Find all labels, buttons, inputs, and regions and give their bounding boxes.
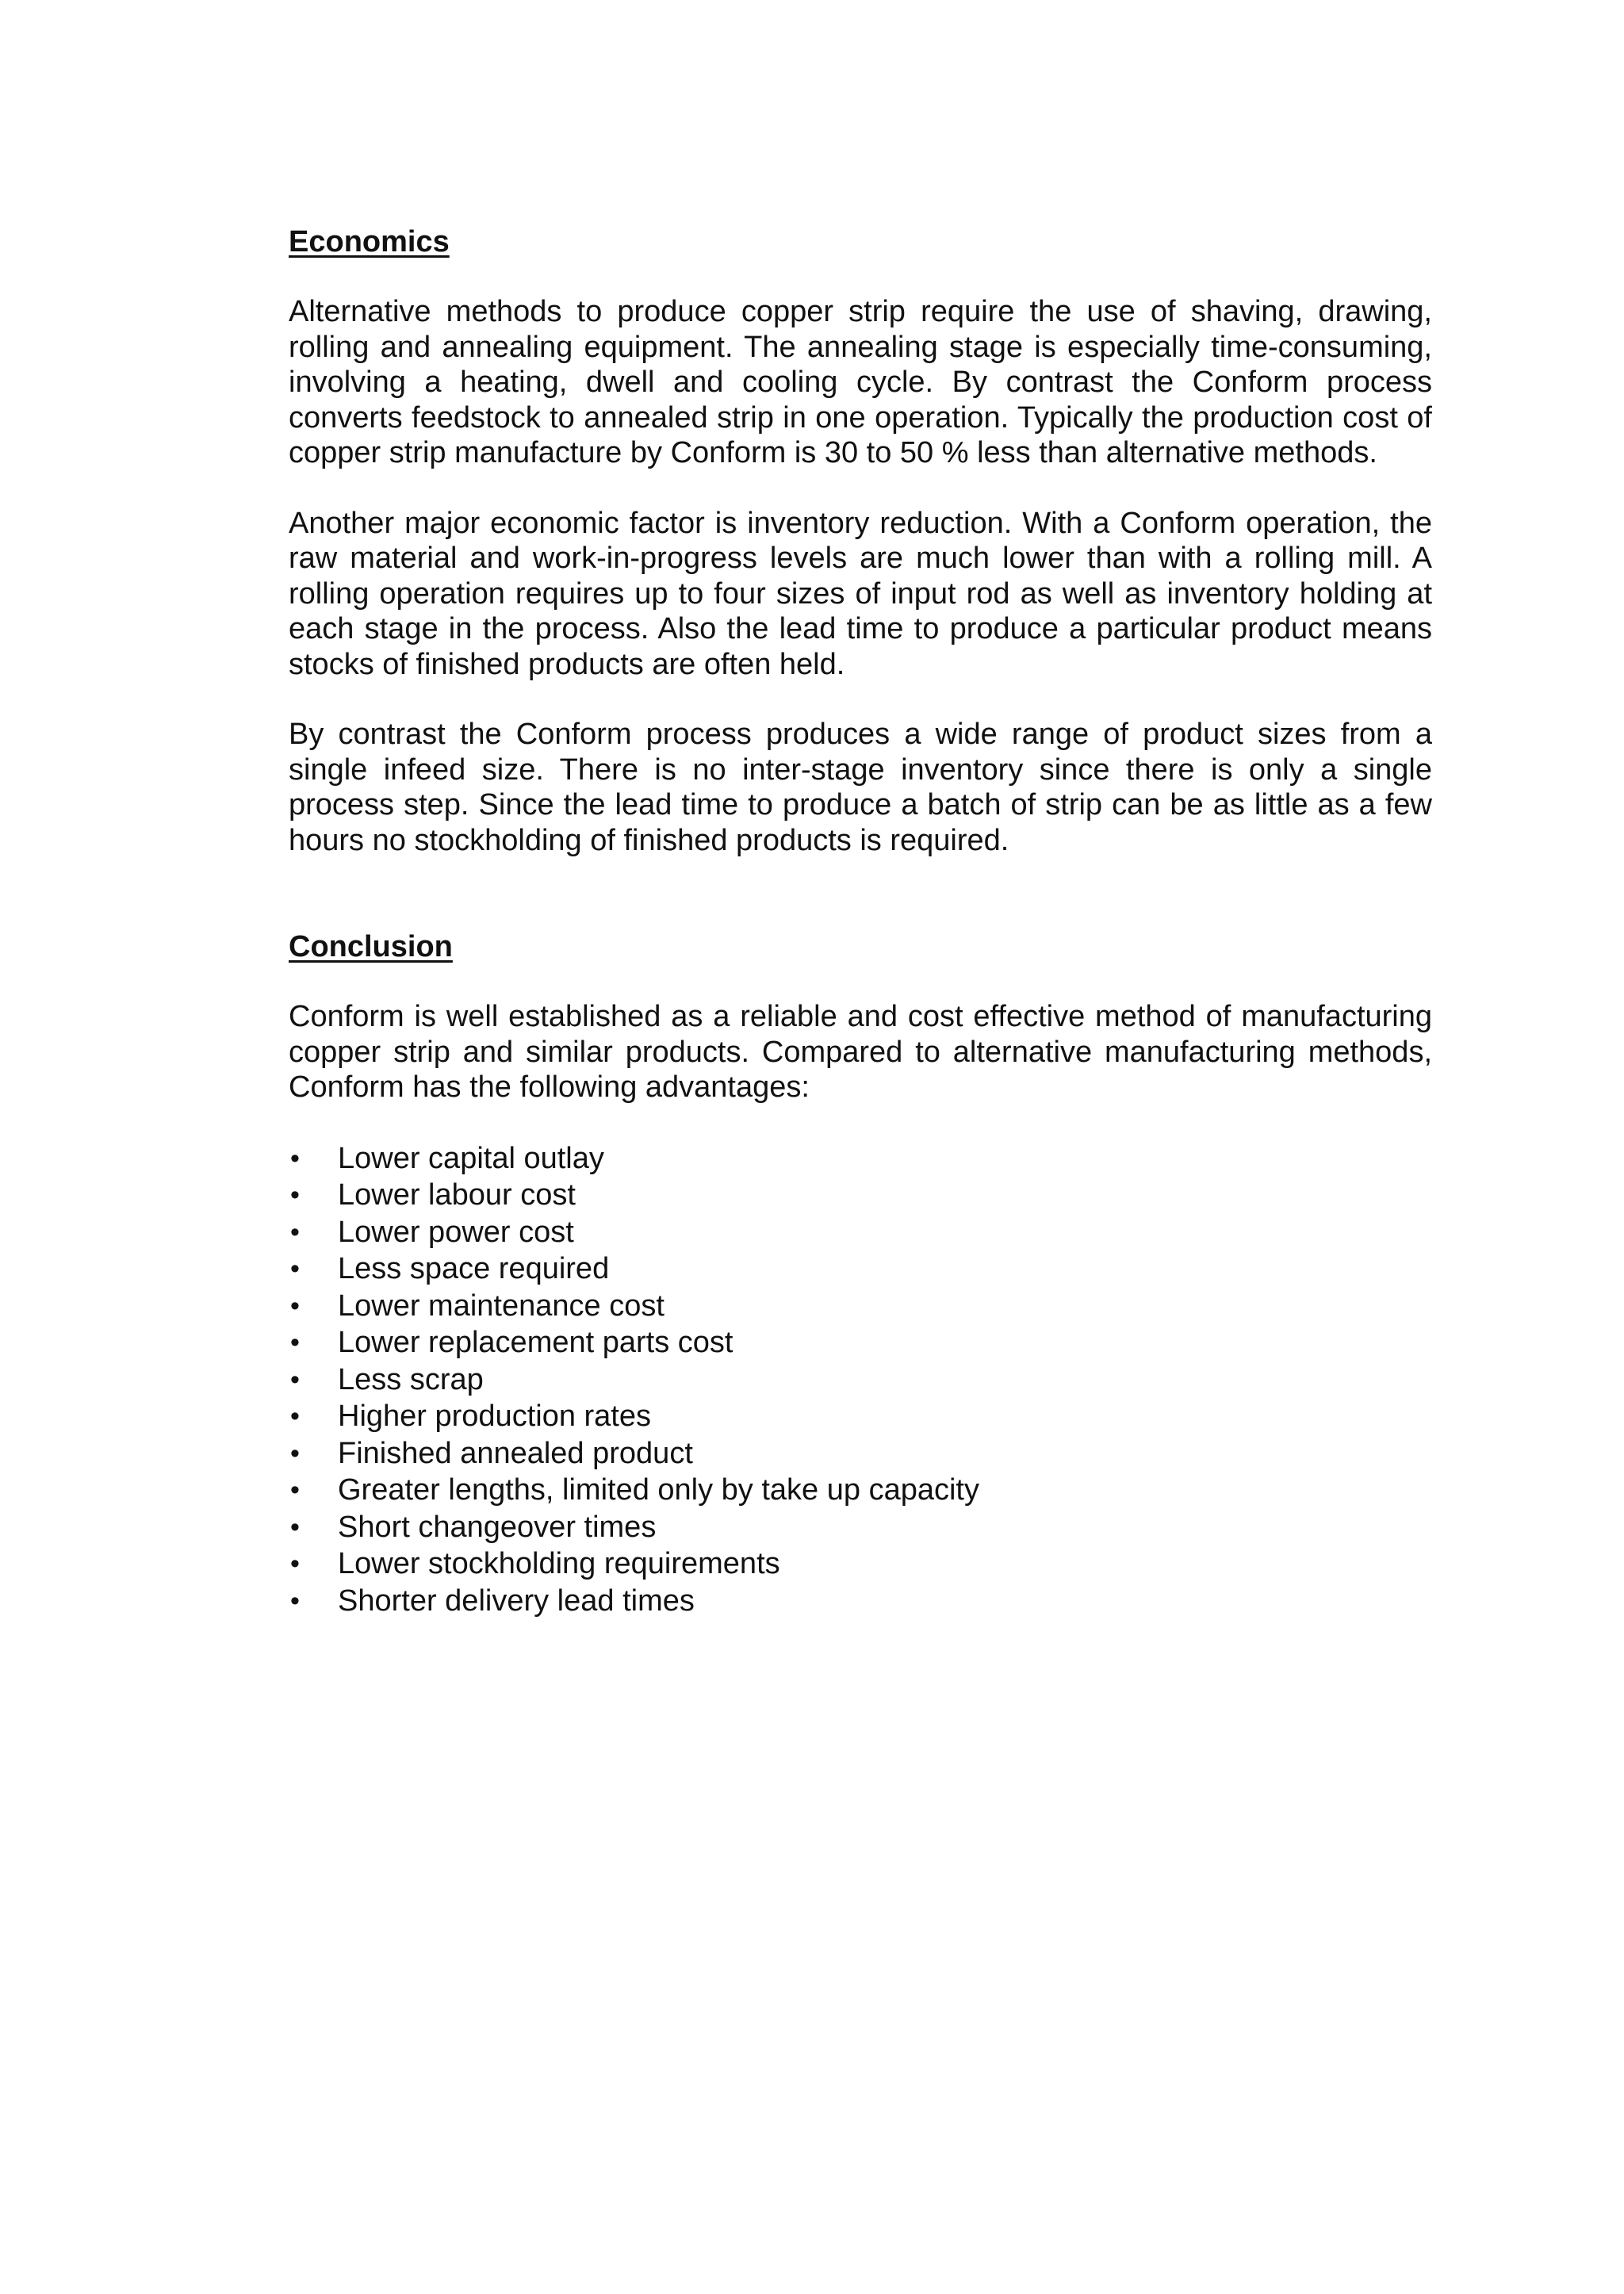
- spacer: [289, 1105, 1432, 1140]
- economics-paragraph-3: By contrast the Conform process produces a wide range of product sizes from a single infeed size. There is no inter-stage inventory since there is only a single process step. Since the lead time to produce a batch of strip can be as little as a few hours no stockholding of finished products is required.: [289, 718, 1432, 857]
- bullet-icon: •: [290, 1290, 300, 1321]
- advantage-text: Shorter delivery lead times: [338, 1584, 695, 1618]
- bullet-icon: •: [290, 1254, 300, 1284]
- advantage-text: Lower power cost: [338, 1215, 574, 1249]
- advantages-list: [289, 1140, 1432, 1620]
- bullet-icon: •: [290, 1549, 300, 1579]
- conclusion-heading: Conclusion: [289, 930, 453, 963]
- bullet-icon: •: [290, 1475, 300, 1505]
- advantage-text: Lower stockholding requirements: [338, 1547, 780, 1580]
- advantage-text: Less space required: [338, 1252, 610, 1285]
- bullet-icon: •: [290, 1180, 300, 1210]
- advantage-list-item: [289, 1250, 1432, 1288]
- advantage-text: Lower maintenance cost: [338, 1289, 665, 1323]
- bullet-icon: •: [290, 1143, 300, 1174]
- advantage-list-item: [289, 1398, 1432, 1435]
- advantage-list-item: [289, 1509, 1432, 1546]
- advantage-text: Short changeover times: [338, 1510, 657, 1544]
- bullet-icon: •: [290, 1327, 300, 1358]
- advantage-text: Finished annealed product: [338, 1436, 693, 1470]
- bullet-icon: •: [290, 1585, 300, 1616]
- spacer: [289, 682, 1432, 717]
- advantage-list-item: [289, 1177, 1432, 1214]
- advantage-list-item: [289, 1324, 1432, 1361]
- conclusion-intro: Conform is well established as a reliable and cost effective method of manufacturing copper strip and similar products. Compared to alternative manufacturing methods, Conform has the following advantages:: [289, 1000, 1432, 1104]
- advantage-text: Lower replacement parts cost: [338, 1326, 733, 1359]
- advantage-text: Less scrap: [338, 1362, 484, 1396]
- advantage-text: Lower labour cost: [338, 1178, 576, 1212]
- advantage-text: Higher production rates: [338, 1400, 651, 1433]
- advantage-list-item: [289, 1214, 1432, 1251]
- economics-paragraph-2: Another major economic factor is inventory reduction. With a Conform operation, the raw material and work-in-progress levels are much lower than with a rolling mill. A rolling operation requires up to four sizes of input rod as well as inventory holding at each stage in the process. Also the lead time to produce a particular product means stocks of finished products are often held.: [289, 506, 1432, 681]
- advantage-list-item: [289, 1583, 1432, 1620]
- document-body: [289, 224, 1432, 1619]
- advantage-list-item: [289, 1288, 1432, 1325]
- bullet-icon: •: [290, 1401, 300, 1431]
- bullet-icon: •: [290, 1364, 300, 1395]
- advantage-list-item: [289, 1435, 1432, 1473]
- advantage-list-item: [289, 1361, 1432, 1399]
- spacer: [289, 471, 1432, 506]
- advantage-text: Lower capital outlay: [338, 1141, 604, 1175]
- bullet-icon: •: [290, 1511, 300, 1542]
- spacer: [289, 964, 1432, 999]
- bullet-icon: •: [290, 1438, 300, 1469]
- spacer: [289, 858, 1432, 929]
- advantage-text: Greater lengths, limited only by take up capacity: [338, 1473, 979, 1507]
- bullet-icon: •: [290, 1216, 300, 1247]
- advantage-list-item: [289, 1140, 1432, 1178]
- advantage-list-item: [289, 1545, 1432, 1583]
- economics-paragraph-1: Alternative methods to produce copper strip require the use of shaving, drawing, rolling and annealing equipment. The annealing stage is especially time-consuming, involving a heating, dwell and cooling cycle. By contrast the Conform process converts feedstock to annealed strip in one operation. Typically the production cost of copper strip manufacture by Conform is 30 to 50 % less than alternative methods.: [289, 295, 1432, 469]
- spacer: [289, 259, 1432, 294]
- advantage-list-item: [289, 1472, 1432, 1509]
- economics-heading: Economics: [289, 225, 450, 259]
